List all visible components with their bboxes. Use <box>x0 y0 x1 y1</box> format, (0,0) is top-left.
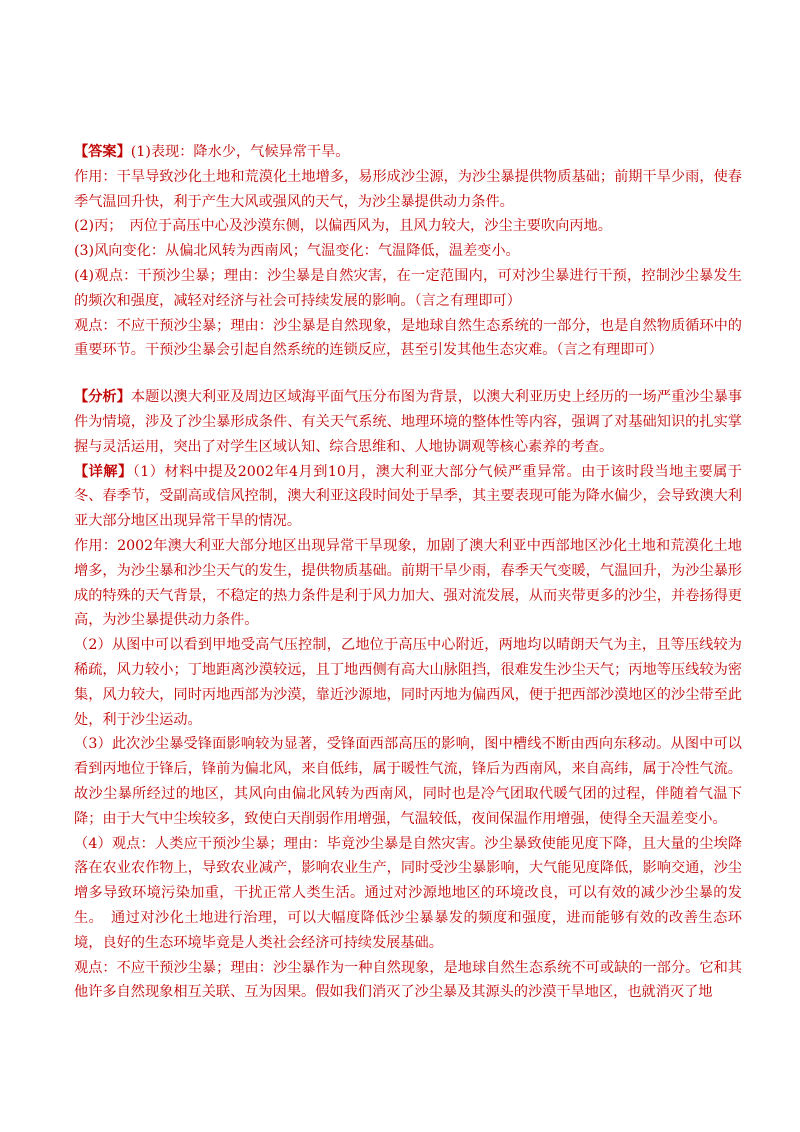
detail-paragraph-3: （2）从图中可以看到甲地受高气压控制，乙地位于高压中心附近，两地均以晴朗天气为主，且等压线较为稀疏，风力较小；丁地距离沙漠较远，且丁地西侧有高大山脉阻挡，很难发生沙尘天气；丙地等压线较为密集，风力较大，同时丙地西部为沙漠，靠近沙源地，同时丙地为偏西风，便于把西部沙漠地区的沙尘带至此处，利于沙尘运动。 <box>74 637 742 728</box>
detail-paragraph-5: （4）观点：人类应干预沙尘暴；理由：毕竟沙尘暴是自然灾害。沙尘暴致使能见度下降，且大量的尘埃降落在农业农作物上，导致农业减产，影响农业生产，同时受沙尘暴影响，大气能见度降低，影响交通，沙尘增多导致环境污染加重，干扰正常人类生活。通过对沙源地地区的环境改良，可以有效的减少沙尘暴的发生。 通过对沙化土地进行治理，可以大幅度降低沙尘暴暴发的频度和强度，进而能够有效的改善生态环境，良好的生态环境毕竟是人类社会经济可持续发展基础。 <box>74 835 742 951</box>
answer-part-1: (1)表现：降水少，气候异常干旱。 <box>130 144 350 160</box>
analysis-text: 本题以澳大利亚及周边区域海平面气压分布图为背景，以澳大利亚历史上经历的一场严重沙尘暴事件为情境，涉及了沙尘暴形成条件、有关天气系统、地理环境的整体性等内容，强调了对基础知识的扎实掌握与灵活运用，突出了对学生区域认知、综合思维和、人地协调观等核心素养的考查。 <box>74 389 742 455</box>
answer-part-3: (3)风向变化：从偏北风转为西南风；气温变化：气温降低，温差变小。 <box>74 243 520 260</box>
document-page <box>74 140 742 1005</box>
answer-effect: 作用：干旱导致沙化土地和荒漠化土地增多，易形成沙尘源，为沙尘暴提供物质基础；前期干旱少雨，使春季气温回升快，利于产生大风或强风的天气，为沙尘暴提供动力条件。 <box>74 168 742 210</box>
section-gap <box>74 363 742 385</box>
answer-line-1 <box>74 140 742 165</box>
detail-text-1: （1）材料中提及2002年4月到10月，澳大利亚大部分气候严重异常。由于该时段当地主要属于冬、春季节，受副高或信风控制，澳大利亚这段时间处于旱季，其主要表现可能为降水偏少，会导致澳大利亚大部分地区出现异常干旱的情况。 <box>74 463 742 530</box>
detail-paragraph-6: 观点：不应干预沙尘暴；理由：沙尘暴作为一种自然现象，是地球自然生态系统不可或缺的一部分。它和其他许多自然现象相互关联、互为因果。假如我们消灭了沙尘暴及其源头的沙漠干旱地区，也就消灭了地 <box>74 959 742 1001</box>
answer-tag: 【答案】 <box>74 144 131 160</box>
detail-tag: 【详解】 <box>74 463 133 480</box>
answer-part-2: (2)丙； 丙位于高压中心及沙漠东侧，以偏西风为，且风力较大，沙尘主要吹向丙地。 <box>74 218 612 235</box>
detail-paragraph-4: （3）此次沙尘暴受锋面影响较为显著，受锋面西部高压的影响，图中槽线不断由西向东移动。从图中可以看到丙地位于锋后，锋前为偏北风，来自低纬，属于暖性气流，锋后为西南风，来自高纬，属于冷性气流。故沙尘暴所经过的地区，其风向由偏北风转为西南风，同时也是冷气团取代暖气团的过程，伴随着气温下降；由于大气中尘埃较多，致使白天削弱作用增强，气温较低，夜间保温作用增强，使得全天温差变小。 <box>74 736 742 827</box>
analysis-tag: 【分析】 <box>74 389 131 406</box>
detail-paragraph-1 <box>74 460 742 534</box>
detail-paragraph-2: 作用：2002年澳大利亚大部分地区出现异常干旱现象，加剧了澳大利亚中西部地区沙化土地和荒漠化土地增多，为沙尘暴和沙尘天气的发生，提供物质基础。前期干旱少雨，春季天气变暖，气温回升，为沙尘暴形成的特殊的天气背景，不稳定的热力条件是利于风力加大、强对流发展，从而夹带更多的沙尘，并卷扬得更高，为沙尘暴提供动力条件。 <box>74 537 742 629</box>
analysis-paragraph <box>74 385 742 459</box>
answer-part-4-view-1: (4)观点：干预沙尘暴；理由：沙尘暴是自然灾害，在一定范围内，可对沙尘暴进行干预，控制沙尘暴发生的频次和强度，减轻对经济与社会可持续发展的影响。（言之有理即可） <box>74 267 742 309</box>
answer-part-4-view-2: 观点：不应干预沙尘暴；理由：沙尘暴是自然现象，是地球自然生态系统的一部分，也是自然物质循环中的重要环节。干预沙尘暴会引起自然系统的连锁反应，甚至引发其他生态灾难。（言之有理即可） <box>74 317 742 359</box>
